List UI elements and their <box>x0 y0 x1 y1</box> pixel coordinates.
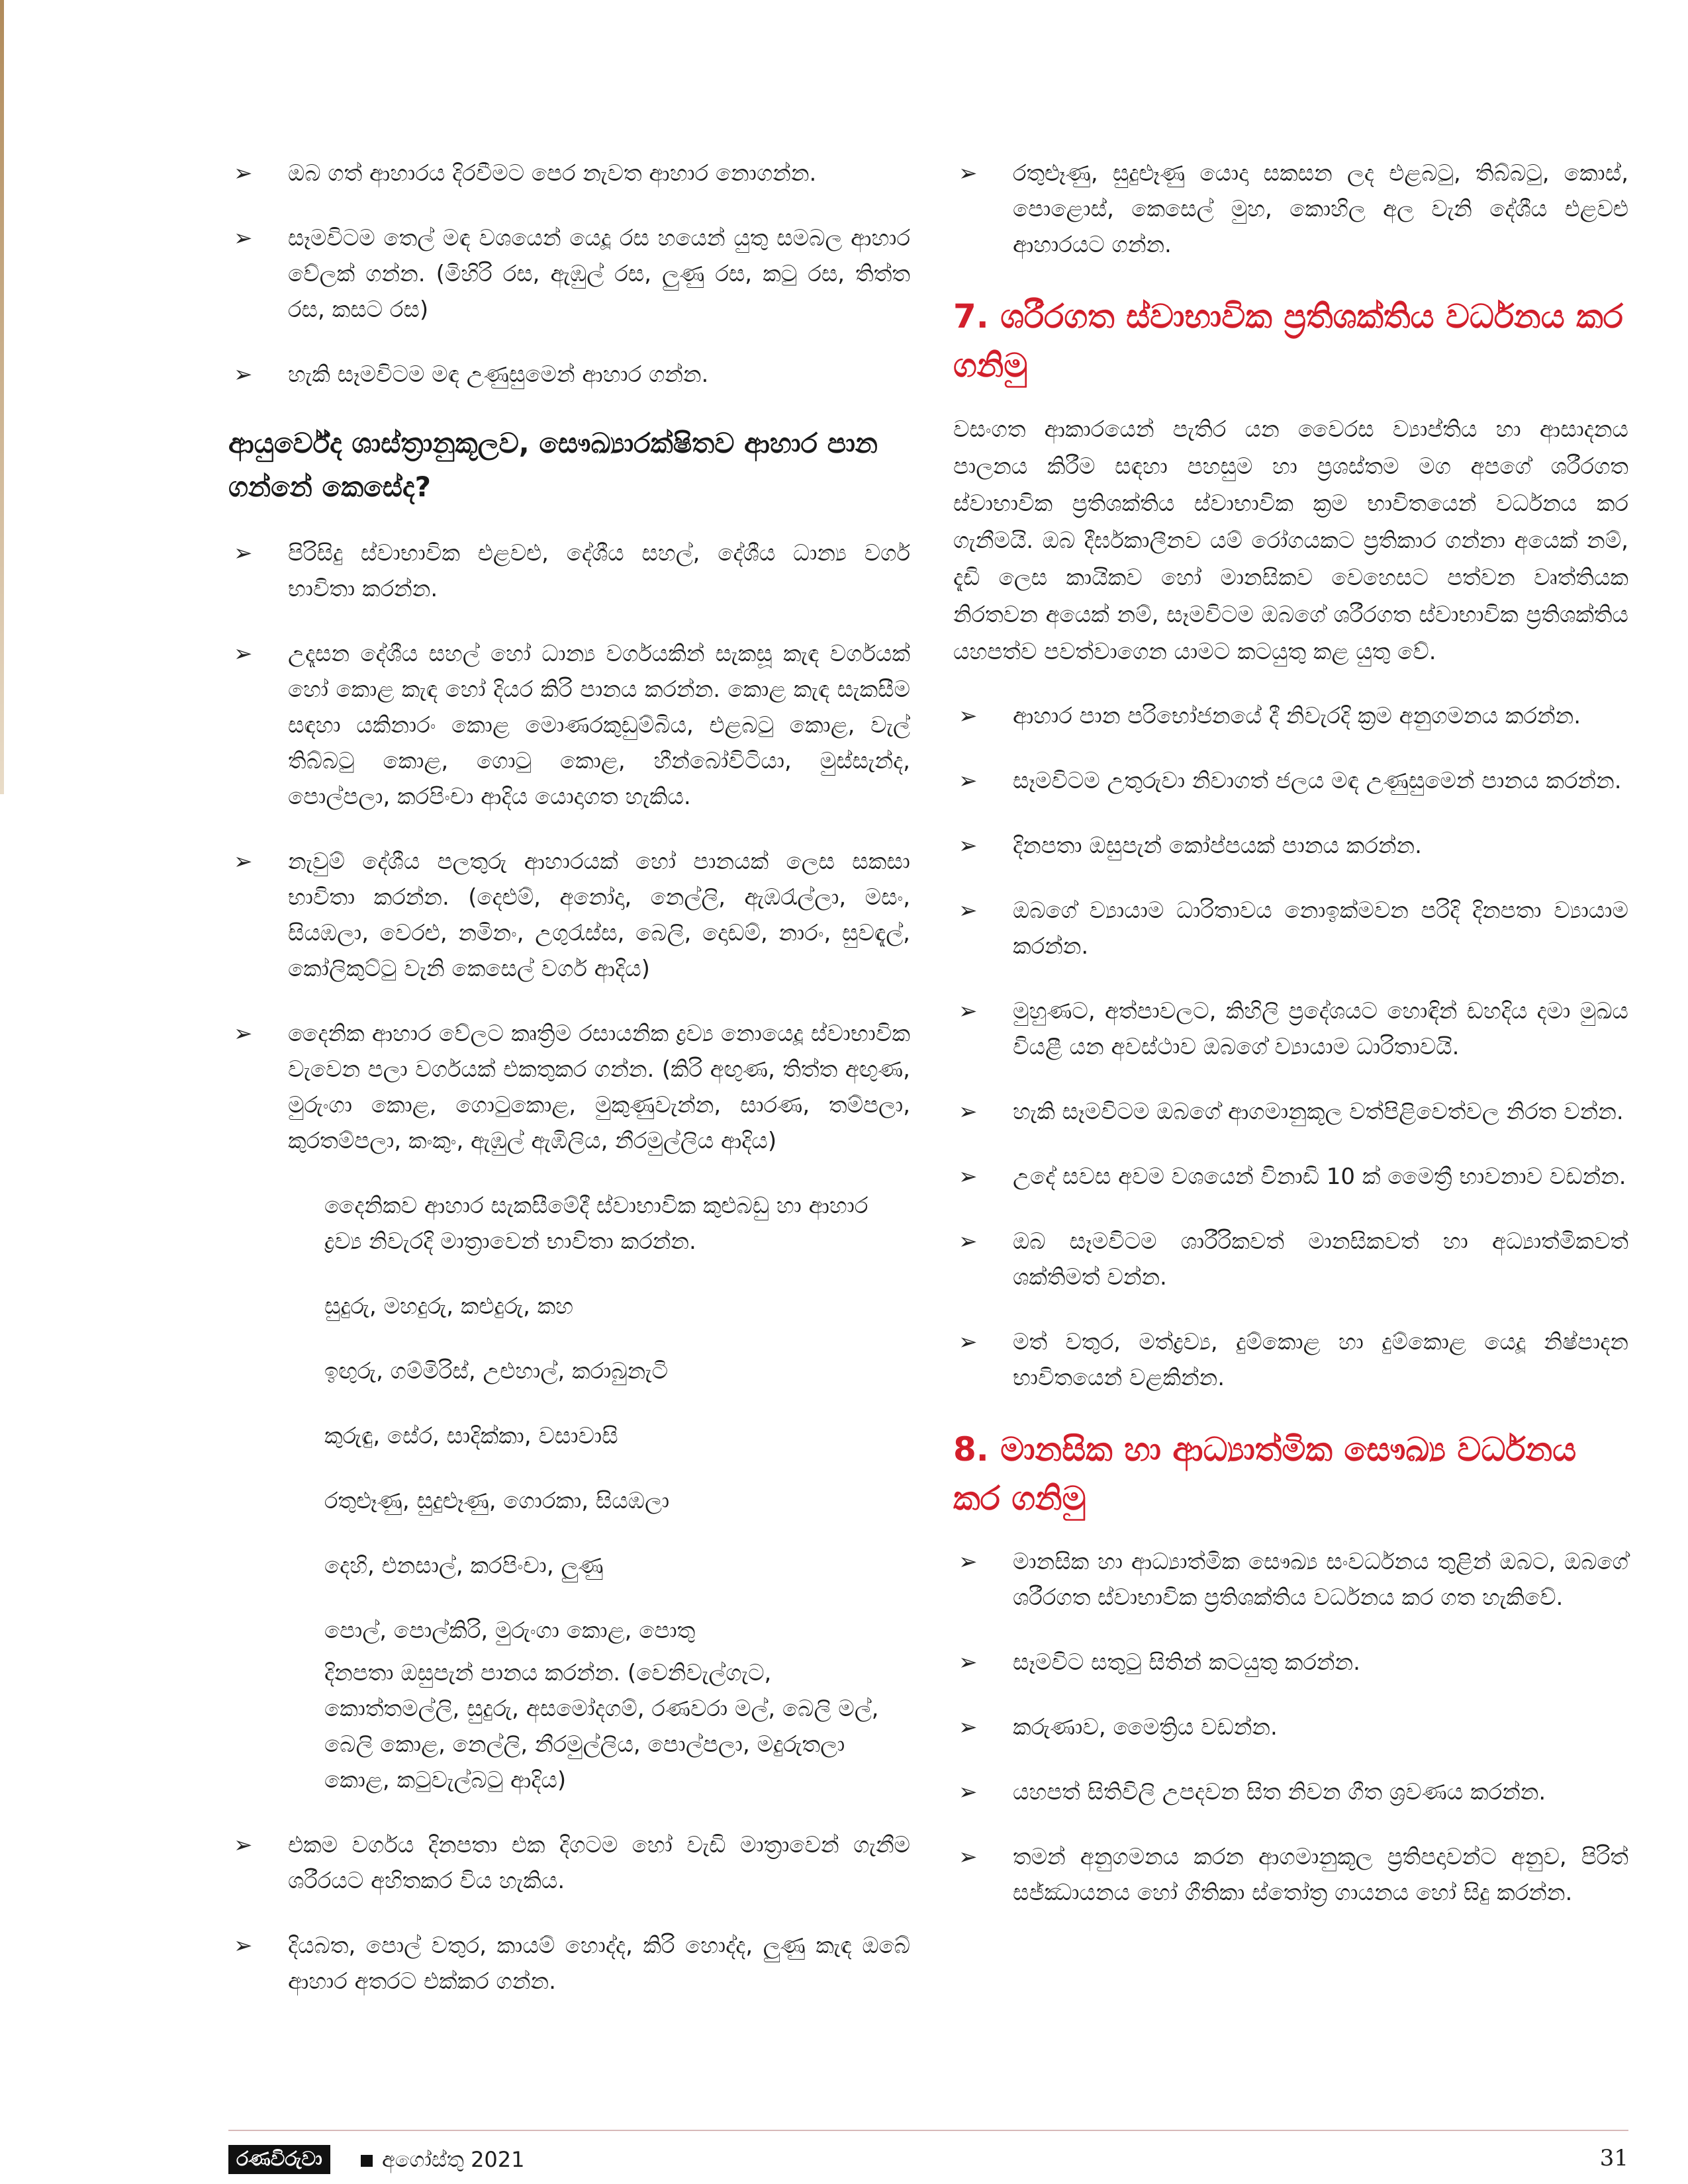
bullet-text: උදේ සවස අවම වශයෙන් විනාඩි 10 ක් මෛත්‍රී භාවනාව වඩන්න. <box>1013 1163 1626 1190</box>
bullet-text: හැකි සෑමවිටම ඔබගේ ආගමානුකූල වත්පිළිවෙත්වල නිරත වන්න. <box>1013 1099 1624 1125</box>
spice-line: කුරුඳු, සේර, සාදික්කා, වසාවාසි <box>324 1423 618 1449</box>
list-item <box>953 1645 1628 1680</box>
list-item <box>228 1928 910 1999</box>
bullet-text: මානසික හා ආධ්‍යාත්මික සෞඛ්‍ය සංවර්ධනය තුළින් ඔබට, ඔබගේ ශරීරගත ස්වාභාවික ප්‍රතිශක්තිය වර්ධනය කර ගත හැකිවේ. <box>1013 1549 1628 1611</box>
bullet-text: උදෑසන දේශීය සහල් හෝ ධාන්‍ය වර්ගයකින් සැකසූ කැඳ වර්ගයක් හෝ කොළ කැඳ හෝ දියර කිරි පානය කරන්න. කොළ කැඳ සැකසීම සඳහා යකිනාරං කොළ මොණරකුඩුම්බිය, එළබටු කොළ, වැල් තිබ්බටු කොළ, ගොටු කොළ, හීන්බෝවිටියා, මුස්සැන්ද, පොල්පලා, කරපිංචා ආදිය යොදාගත හැකිය. <box>288 641 910 810</box>
subheading: ආයුර්වේද ශාස්ත්‍රානුකූලව, සෞඛ්‍යාරක්ෂිතව ආහාර පාන ගන්නේ කෙසේද? <box>228 427 878 503</box>
arrowhead-bullet-icon: ➢ <box>959 1163 978 1190</box>
section-7-heading: 7. ශරීරගත ස්වාභාවික ප්‍රතිශක්තිය වර්ධනය කර ගනිමු <box>953 297 1623 385</box>
list-item <box>953 1709 1628 1745</box>
bullet-text: මුහුණට, අත්පාවලට, කිහිලි ප්‍රදේශයට හොඳින් ඩහදිය දමා මුඛය වියළී යන අවස්ථාව ඔබගේ ව්‍යායාම ධාරිතාවයි. <box>1013 998 1628 1060</box>
list-item <box>953 156 1628 263</box>
spice-line: ඉඟුරු, ගම්මිරිස්, උළුහාල්, කරාබුනැටි <box>324 1358 669 1385</box>
right-column <box>953 156 1628 1940</box>
list-item <box>953 1324 1628 1396</box>
spice-line: රතුළූණු, සුදුළූණු, ගොරකා, සියඹලා <box>324 1488 670 1514</box>
list-item <box>228 1016 910 1159</box>
list-item <box>953 1159 1628 1195</box>
list-item <box>953 763 1628 799</box>
left-column <box>228 156 910 2028</box>
footer-rule <box>228 2130 1628 2131</box>
list-item <box>953 1774 1628 1810</box>
bullet-text: සෑමවිට සතුටු සිතින් කටයුතු කරන්න. <box>1013 1649 1360 1676</box>
bullet-text: පිරිසිදු ස්වාභාවික එළවළු, දේශීය සහල්, දේශීය ධාන්‍ය වර්ග භාවිතා කරන්න. <box>288 540 910 602</box>
list-item <box>228 636 910 815</box>
bullet-text: ආහාර පාන පරිභෝජනයේ දී නිවැරදි ක්‍රම අනුගමනය කරන්න. <box>1013 703 1581 729</box>
bullet-text: මත් වතුර, මත්ද්‍රව්‍ය, දුම්කොළ හා දුම්කොළ යෙදූ නිෂ්පාදන භාවිතයෙන් වළකින්න. <box>1013 1329 1628 1391</box>
bullet-text: නැවුම් දේශීය පලතුරු ආහාරයක් හෝ පානයක් ලෙස සකසා භාවිතා කරන්න. (දෙළුම්, අනෝදා, නෙල්ලි, ඇඹරැල්ලා, මසං, සියඹලා, වෙරළු, නමිනං, උගුරැස්ස, බෙලි, දොඩම්, නාරං, සුවඳැල්, කෝලිකුට්ටු වැනි කෙසෙල් වර්ග ආදිය) <box>288 848 910 982</box>
list-item <box>228 220 910 328</box>
list-item <box>228 844 910 987</box>
bullet-text: කරුණාව, මෛත්‍රිය වඩන්න. <box>1013 1714 1278 1741</box>
section-7-paragraph: වසංගත ආකාරයෙන් පැතිර යන වෛරස ව්‍යාප්තිය හා ආසාදනය පාලනය කිරීම සඳහා පහසුම හා ප්‍රශස්තම මග අපගේ ශරීරගත ස්වාභාවික ප්‍රතිශක්තිය ස්වාභාවික ක්‍රම භාවිතයෙන් වර්ධනය කර ගැනීමයි. ඔබ දීර්ඝකාලීනව යම් රෝගයකට ප්‍රතිකාර ගන්නා අයෙක් නම්, දැඩි ලෙස කායිකව හෝ මානසිකව වෙහෙසට පත්වන වෘත්තියක නිරතවන අයෙක් නම්, සෑමවිටම ඔබගේ ශරීරගත ස්වාභාවික ප්‍රතිශක්තිය යහපත්ව පවත්වාගෙන යාමට කටයුතු කළ යුතු වේ. <box>953 416 1628 665</box>
arrowhead-bullet-icon: ➢ <box>959 1228 978 1255</box>
spice-line: සුදුරු, මහදුරු, කළුදුරු, කහ <box>324 1293 574 1320</box>
page-footer <box>228 2134 1628 2174</box>
bullet-text: සෑමවිටම උතුරුවා නිවාගත් ජලය මඳ උණුසුමෙන් පානය කරන්න. <box>1013 768 1622 794</box>
bullet-text: දිනපතා ඔසුපැන් කෝප්පයක් පානය කරන්න. <box>1013 833 1422 859</box>
arrowhead-bullet-icon: ➢ <box>959 1549 978 1575</box>
section-8-heading: 8. මානසික හා ආධ්‍යාත්මික සෞඛ්‍ය වර්ධනය කර ගනිමු <box>953 1430 1577 1518</box>
page-edge-strip <box>0 0 4 794</box>
list-item <box>953 698 1628 734</box>
arrowhead-bullet-icon: ➢ <box>959 1714 978 1741</box>
list-item <box>953 1839 1628 1911</box>
arrowhead-bullet-icon: ➢ <box>234 361 253 388</box>
bullet-text: සෑමවිටම තෙල් මඳ වශයෙන් යෙදූ රස හයෙන් යුතු සමබල ආහාර වේලක් ගන්න. (මිහිරි රස, ඇඹුල් රස, ලුණු රස, කටු රස, තිත්ත රස, කසට රස) <box>288 225 910 323</box>
bullet-text: දියබත, පොල් වතුර, කායම් හොද්ද, කිරි හොද්ද, ලුණු කැඳ ඔබේ ආහාර අතරට එක්කර ගන්න. <box>288 1933 910 1995</box>
list-item <box>953 828 1628 864</box>
spice-line: පොල්, පොල්කිරි, මුරුංගා කොළ, පොතු <box>324 1617 696 1644</box>
arrowhead-bullet-icon: ➢ <box>959 1844 978 1870</box>
arrowhead-bullet-icon: ➢ <box>959 897 978 924</box>
arrowhead-bullet-icon: ➢ <box>234 1021 253 1047</box>
arrowhead-bullet-icon: ➢ <box>959 1779 978 1805</box>
issue-date <box>361 2145 525 2174</box>
arrowhead-bullet-icon: ➢ <box>234 160 253 187</box>
list-item <box>953 1094 1628 1130</box>
bullet-text: ඔබ ගත් ආහාරය දිරවීමට පෙර නැවත ආහාර නොගන්න. <box>288 160 817 187</box>
arrowhead-bullet-icon: ➢ <box>959 1329 978 1355</box>
list-item <box>953 1544 1628 1615</box>
arrowhead-bullet-icon: ➢ <box>234 225 253 251</box>
herbal-drink-note: දිනපතා ඔසුපැන් පානය කරන්න. (වෙනිවැල්ගැට, කොත්තමල්ලි, සුදුරු, අසමෝදගම්, රණවරා මල්, බෙලි මල්, බෙලි කොළ, නෙල්ලි, නීරමුල්ලිය, පොල්පලා, මදුරුතලා කොළ, කටුවැල්බටු ආදිය) <box>324 1660 879 1794</box>
list-item <box>228 535 910 607</box>
arrowhead-bullet-icon: ➢ <box>959 833 978 859</box>
magazine-name: රණවිරුවා <box>228 2145 330 2174</box>
arrowhead-bullet-icon: ➢ <box>959 768 978 794</box>
list-item <box>953 993 1628 1065</box>
spice-list <box>324 1188 910 1798</box>
bullet-text: දෛනික ආහාර වේලට කෘත්‍රිම රසායනික ද්‍රව්‍ය නොයෙදූ ස්වාභාවික වැවෙන පලා වර්ගයක් එකතුකර ගන්න. (කිරි අඟුණ, තිත්ත අඟුණ, මුරුංගා කොළ, ගොටුකොළ, මුකුණුවැන්න, සාරණ, තම්පලා, කුරතම්පලා, කංකුං, ඇඹුල් ඇඹිලිය, නීරමුල්ලිය ආදිය) <box>288 1021 910 1154</box>
bullet-text: යහපත් සිතිවිලි උපදවන සිත නිවන ගීත ශ්‍රවණය කරන්න. <box>1013 1779 1546 1805</box>
arrowhead-bullet-icon: ➢ <box>959 998 978 1024</box>
bullet-text: හැකි සෑමවිටම මඳ උණුසුමෙන් ආහාර ගන්න. <box>288 361 709 388</box>
arrowhead-bullet-icon: ➢ <box>959 1649 978 1676</box>
arrowhead-bullet-icon: ➢ <box>234 641 253 667</box>
spice-line: දෙහි, එනසාල්, කරපිංචා, ලුණු <box>324 1553 604 1579</box>
square-bullet-icon <box>361 2155 373 2167</box>
page-number: 31 <box>1599 2145 1628 2171</box>
arrowhead-bullet-icon: ➢ <box>959 1099 978 1125</box>
list-item <box>953 893 1628 964</box>
arrowhead-bullet-icon: ➢ <box>234 540 253 567</box>
list-item <box>228 156 910 191</box>
arrowhead-bullet-icon: ➢ <box>234 848 253 875</box>
spice-intro: දෛනිකව ආහාර සැකසීමේදී ස්වාභාවික කුළුබඩු හා ආහාර ද්‍රව්‍ය නිවැරදි මාත්‍රාවෙන් භාවිතා කරන්න. <box>324 1193 868 1255</box>
arrowhead-bullet-icon: ➢ <box>959 160 978 187</box>
bullet-text: ඔබ සෑමවිටම ශාරීරිකවත් මානසිකවත් හා අධ්‍යාත්මිකවත් ශක්තිමත් වන්න. <box>1013 1228 1628 1291</box>
issue-date-text: අගෝස්තු 2021 <box>382 2147 525 2172</box>
bullet-text: රතුළූණු, සුදුළූණු යොදා සකසන ලද එළබටු, තිබ්බටු, කොස්, පොළොස්, කෙසෙල් මුහ, කොහිල අල වැනි දේශීය එළවළු ආහාරයට ගන්න. <box>1013 160 1628 258</box>
arrowhead-bullet-icon: ➢ <box>234 1933 253 1959</box>
arrowhead-bullet-icon: ➢ <box>234 1832 253 1858</box>
bullet-text: තමන් අනුගමනය කරන ආගමානුකූල ප්‍රතිපදාවන්ට අනුව, පිරිත් සජ්ඣායනය හෝ ගීතිකා ස්තෝත්‍ර ගායනය හෝ සිදු කරන්න. <box>1013 1844 1628 1906</box>
bullet-text: ඔබගේ ව්‍යායාම ධාරිතාවය නොඉක්මවන පරිදි දිනපතා ව්‍යායාම කරන්න. <box>1013 897 1628 960</box>
arrowhead-bullet-icon: ➢ <box>959 703 978 729</box>
list-item <box>953 1224 1628 1295</box>
list-item <box>228 1827 910 1899</box>
bullet-text: එකම වර්ගය දිනපතා එක දිගටම හෝ වැඩි මාත්‍රාවෙන් ගැනීම ශරීරයට අහිතකර විය හැකිය. <box>288 1832 910 1894</box>
list-item <box>228 357 910 392</box>
